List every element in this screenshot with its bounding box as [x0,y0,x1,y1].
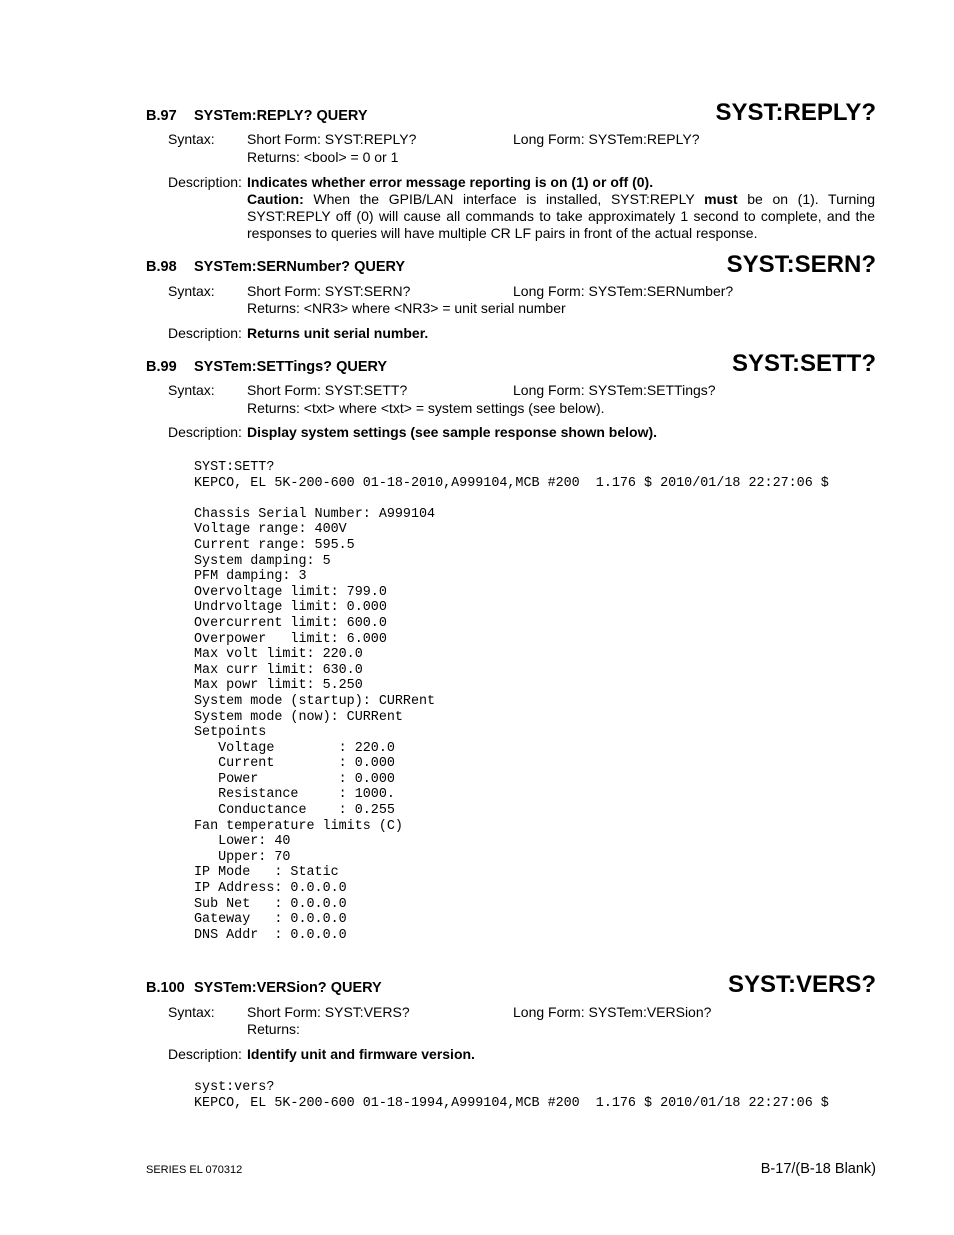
caution-text: When the GPIB/LAN interface is installed, SYST:REPLY [303,191,705,207]
section-number: B.100 [146,980,185,996]
syntax-label: Syntax: [168,283,215,299]
returns-text: Returns: <bool> = 0 or 1 [247,149,399,165]
command-mnemonic: SYST:VERS? [727,971,876,998]
section-number: B.97 [146,108,177,124]
section-number: B.99 [146,359,177,375]
description-text: Identify unit and firmware version. [247,1046,475,1062]
section-heading [146,980,382,996]
command-mnemonic: SYST:SERN? [726,251,876,278]
description-label: Description: [168,1046,242,1062]
short-form: Short Form: SYST:SERN? [247,283,411,299]
returns-text: Returns: <NR3> where <NR3> = unit serial number [247,300,566,316]
section-title: SYSTem:SETTings? QUERY [194,359,388,375]
description-text: Returns unit serial number. [247,325,429,341]
short-form: Short Form: SYST:REPLY? [247,131,417,147]
caution-label: Caution: [247,191,304,207]
long-form: Long Form: SYSTem:SERNumber? [513,283,734,299]
syntax-label: Syntax: [168,131,215,147]
section-heading [146,359,387,375]
short-form: Short Form: SYST:SETT? [247,382,408,398]
footer-series: SERIES EL 070312 [146,1164,243,1176]
sample-response-code: syst:vers? KEPCO, EL 5K-200-600 01-18-1994,A999104,MCB #200 1.176 $ 2010/01/18 22:27:06 $ [194,1080,829,1111]
description-label: Description: [168,424,242,440]
sample-response-code: SYST:SETT? KEPCO, EL 5K-200-600 01-18-2010,A999104,MCB #200 1.176 $ 2010/01/18 22:27:06 $ Chassis Serial Number: A999104 Voltage range: 400V Current range: 595.5 System damping: 5 PFM damping: 3 Overvoltage limit: 799.0 Undrvoltage limit: 0.000 Overcurrent limit: 600.0 Overpower limit: 6.000 Max volt limit: 220.0 Max curr limit: 630.0 Max powr limit: 5.250 System mode (startup): CURRent System mode (now): CURRent Setpoints Voltage : 220.0 Current : 0.000 Power : 0.000 Resistance : 1000. Conductance : 0.255 Fan temperature limits (C) Lower: 40 Upper: 70 IP Mode : Static IP Address: 0.0.0.0 Sub Net : 0.0.0.0 Gateway : 0.0.0.0 DNS Addr : 0.0.0.0 [194,460,829,943]
section-heading [146,259,405,275]
description-label: Description: [168,174,242,190]
section-title: SYSTem:REPLY? QUERY [194,108,368,124]
description-text: Indicates whether error message reporting is on (1) or off (0). [247,174,654,190]
returns-text: Returns: [247,1021,300,1037]
section-heading [146,108,368,124]
description-label: Description: [168,325,242,341]
caution-emphasis: must [704,191,738,207]
long-form: Long Form: SYSTem:REPLY? [513,131,700,147]
section-number: B.98 [146,259,177,275]
syntax-label: Syntax: [168,1004,215,1020]
short-form: Short Form: SYST:VERS? [247,1004,410,1020]
footer-page-number: B-17/(B-18 Blank) [760,1161,876,1177]
long-form: Long Form: SYSTem:SETTings? [513,382,716,398]
section-title: SYSTem:VERSion? QUERY [194,980,382,996]
description-text: Display system settings (see sample response shown below). [247,424,658,440]
caution-text-continued: be on (1). Turning SYST:REPLY off (0) will cause all commands to take approximately 1 second to complete, and the responses to queries will have multiple CR LF pairs in front of the actual response. [247,191,875,241]
command-mnemonic: SYST:REPLY? [715,99,876,126]
syntax-label: Syntax: [168,382,215,398]
section-title: SYSTem:SERNumber? QUERY [194,259,406,275]
long-form: Long Form: SYSTem:VERSion? [513,1004,712,1020]
caution-paragraph [247,191,875,242]
command-mnemonic: SYST:SETT? [731,350,876,377]
returns-text: Returns: <txt> where <txt> = system settings (see below). [247,400,605,416]
